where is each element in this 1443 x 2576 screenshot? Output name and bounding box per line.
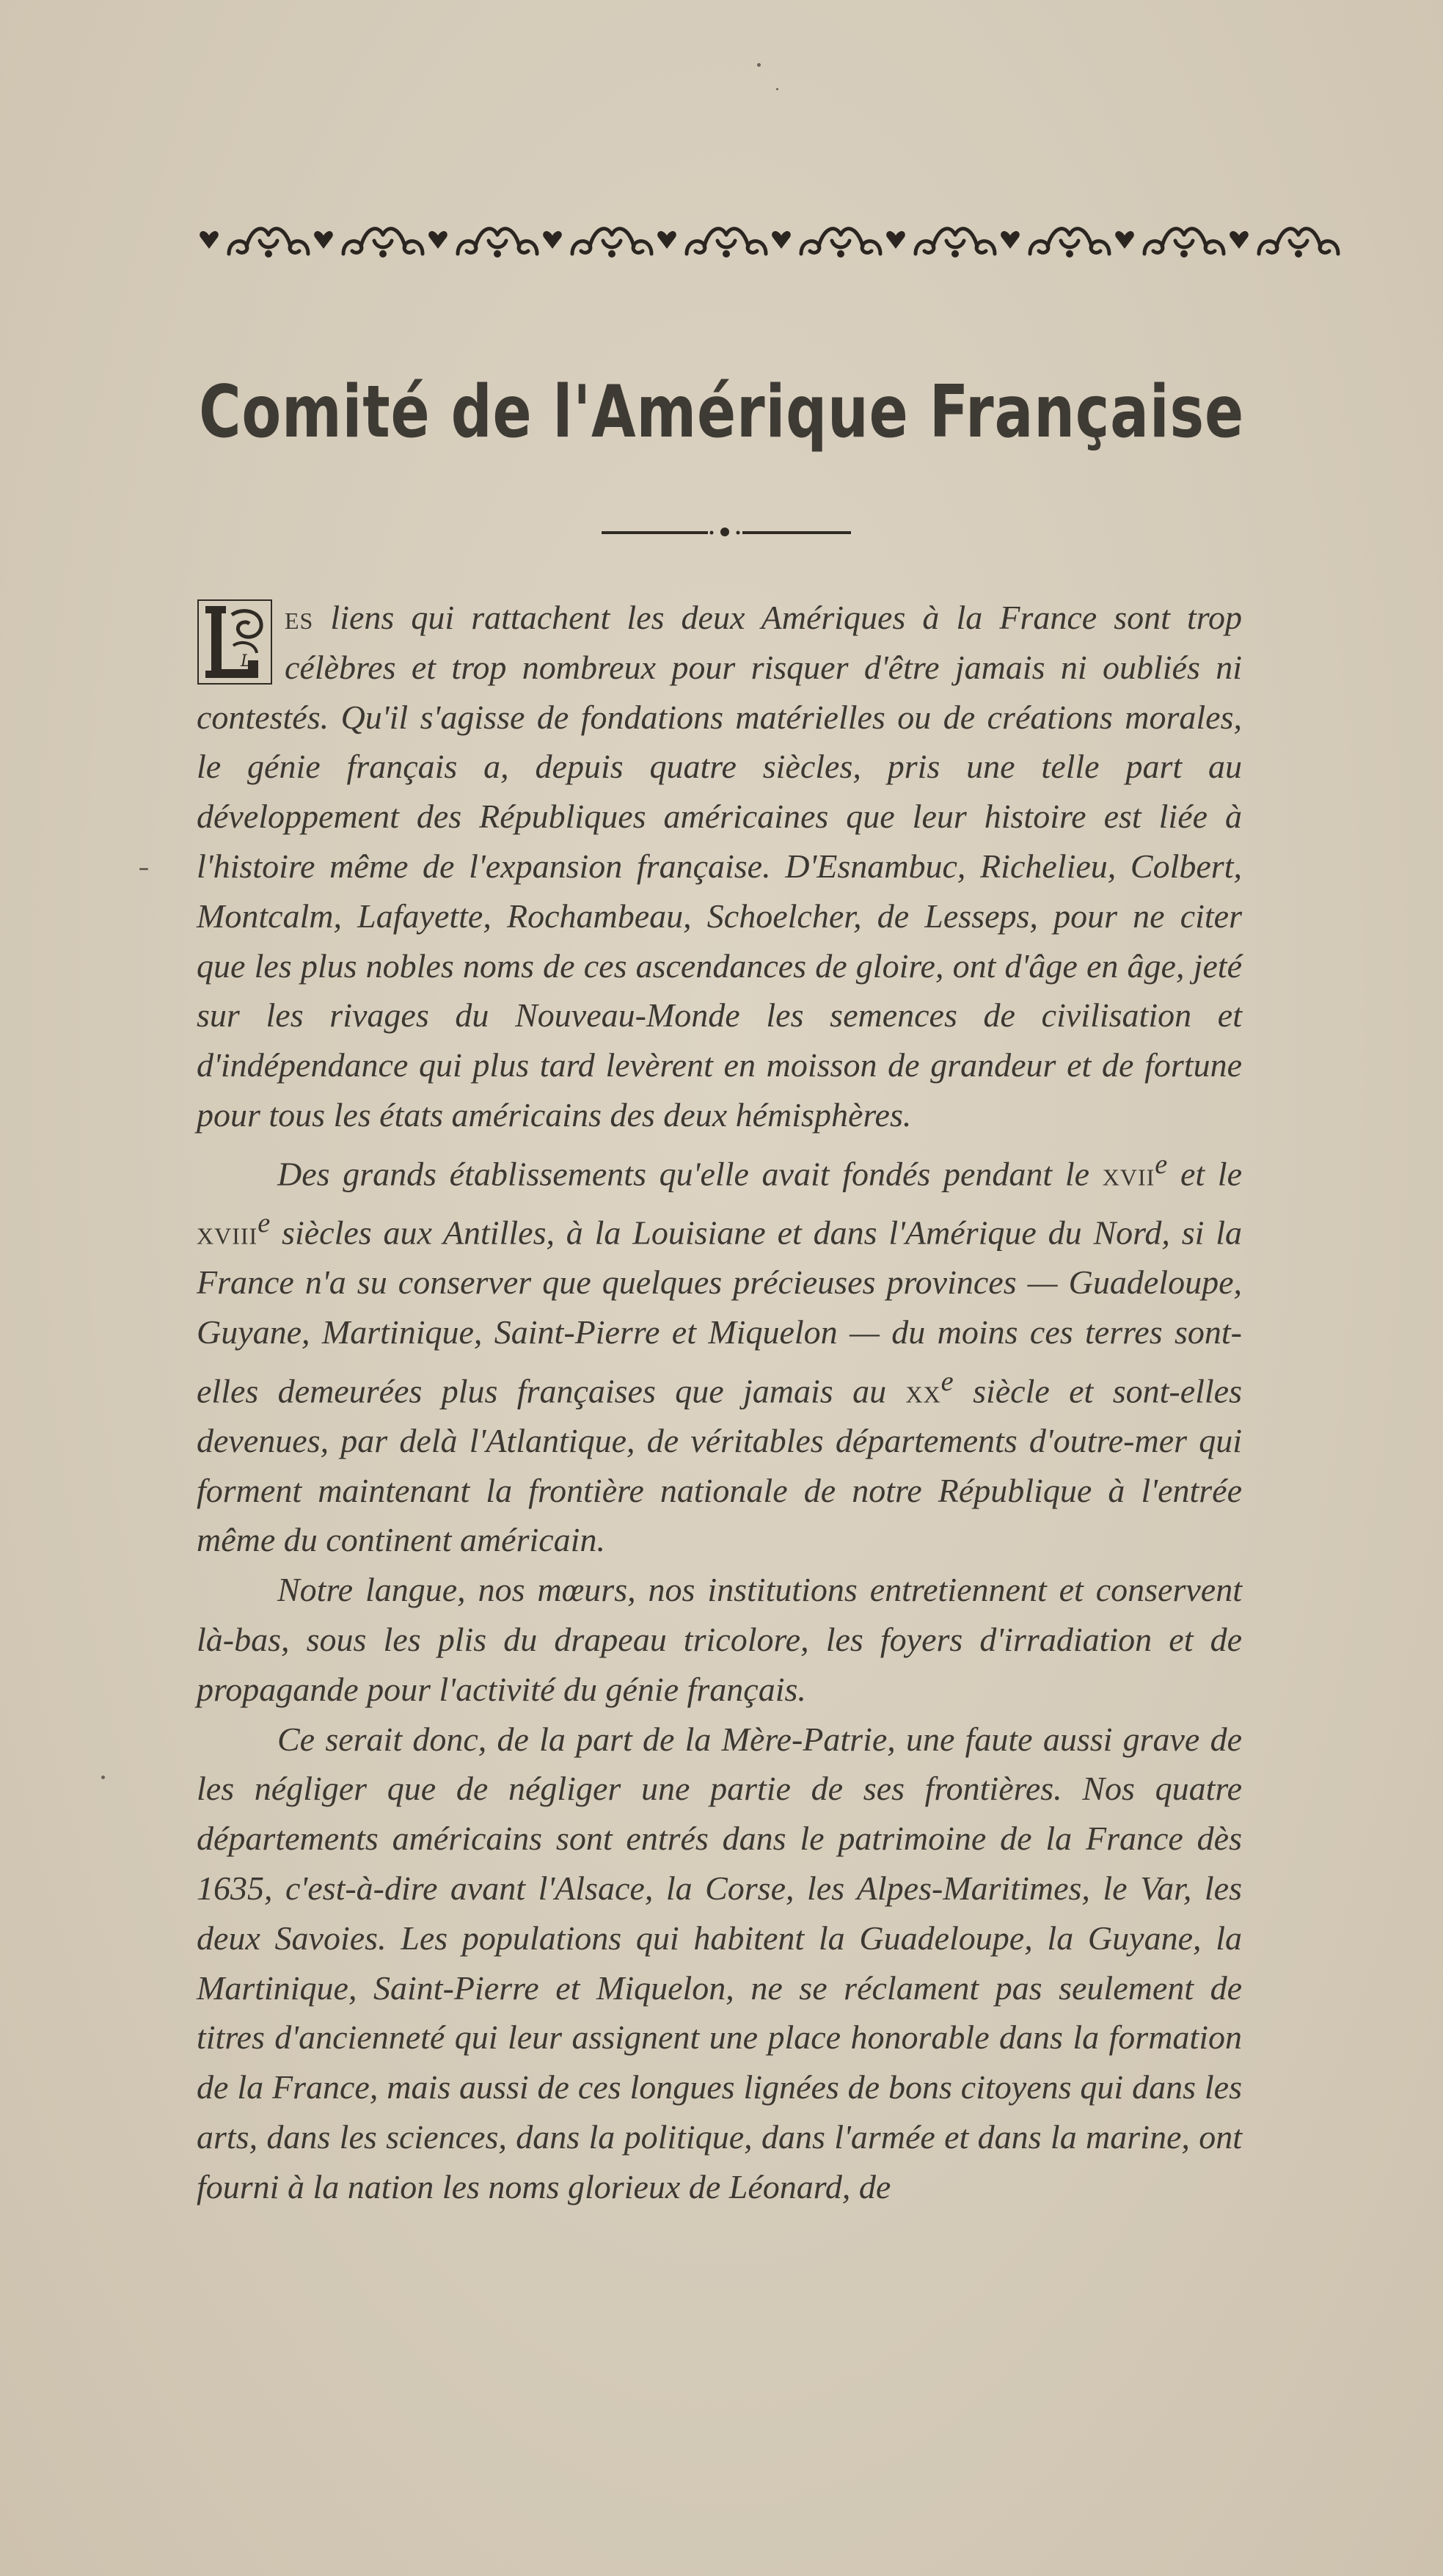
ornament-unit bbox=[1228, 219, 1342, 261]
svg-text:L: L bbox=[241, 652, 252, 671]
heart-ornament-icon bbox=[313, 229, 335, 251]
paper-speck bbox=[139, 868, 148, 870]
ornament-unit bbox=[313, 219, 427, 261]
scroll-ornament-icon bbox=[797, 219, 885, 261]
drop-cap-initial bbox=[197, 599, 273, 685]
paragraph-2: Des grands établissements qu'elle avait fondés pendant le xvii$^e$ et le xviii$^e$ siècles aux Antilles, à la Louisiane et dans l'Amérique du Nord, si la France n'a su conserver que quelques précieuses provinces — Guadeloupe, Guyane, Martinique, Saint-Pierre et Miquelon — du moins ces terres sont-elles demeurées plus françaises que jamais au $xx^e$ siècle et sont-elles devenues, par delà l'Atlantique, de véritables départements d'outre-mer qui forment maintenant la frontière nationale de notre République à l'entrée même du continent américain. bbox=[197, 1148, 1243, 1559]
ornament-unit bbox=[656, 219, 770, 261]
paper-speck bbox=[101, 1776, 105, 1779]
scroll-ornament-icon bbox=[911, 219, 999, 261]
heart-ornament-icon bbox=[198, 229, 220, 251]
paragraph-text: liens qui rattachent les deux Amériques à la France sont trop célèbres et trop nombreux pour risquer d'être jamais ni oubliés ni contestés. Qu'il s'agisse de fondations matérielles ou de créations morales, le génie français a, depuis quatre siècles, pris une telle part au développement des Républiques américaines que leur histoire est liée à l'histoire même de l'expansion française. D'Esnambuc, Richelieu, Colbert, Montcalm, Lafayette, Rochambeau, Schoelcher, de Lesseps, pour ne citer que les plus nobles noms de ces ascendances de gloire, ont d'âge en âge, jeté sur les rivages du Nouveau-Monde les semences de civilisation et d'indépendance qui plus tard levèrent en moisson de grandeur et de fortune pour tous les états américains des deux hémisphères. bbox=[197, 599, 1243, 1134]
page-title: Comité de l'Amérique Française bbox=[199, 371, 1244, 454]
scroll-ornament-icon bbox=[339, 219, 427, 261]
ornament-unit bbox=[541, 219, 656, 261]
paragraph-4: Ce serait donc, de la part de la Mère-Patrie, une faute aussi grave de les négliger que de négliger une partie de ses frontières. Nos quatre départements américains sont entrés dans le patrimoine de la France dès 1635, c'est-à-dire avant l'Alsace, la Corse, les Alpes-Maritimes, le Var, les deux Savoies. Les populations qui habitent la Guadeloupe, la Guyane, la Martinique, Saint-Pierre et Miquelon, ne se réclament pas seulement de titres d'ancienneté qui leur assignent une place honorable dans la formation de la France, mais aussi de ces longues lignées de bons citoyens qui dans les arts, dans les sciences, dans la politique, dans l'armée et dans la marine, ont fourni à la nation les noms glorieux de Léonard, de bbox=[197, 1720, 1242, 2205]
ornament-unit bbox=[999, 219, 1114, 261]
heart-ornament-icon bbox=[770, 229, 792, 251]
paper-speck bbox=[757, 63, 761, 67]
heart-ornament-icon bbox=[885, 229, 907, 251]
scroll-ornament-icon bbox=[682, 219, 770, 261]
lead-in: es bbox=[285, 599, 314, 636]
heart-ornament-icon bbox=[1114, 229, 1136, 251]
heart-ornament-icon bbox=[427, 229, 449, 251]
ornament-unit bbox=[198, 219, 313, 261]
scroll-ornament-icon bbox=[1254, 219, 1342, 261]
scroll-ornament-icon bbox=[1026, 219, 1114, 261]
heart-ornament-icon bbox=[541, 229, 563, 251]
scroll-ornament-icon bbox=[568, 219, 656, 261]
heart-ornament-icon bbox=[656, 229, 678, 251]
ornamental-border bbox=[198, 214, 1247, 266]
heart-ornament-icon bbox=[1228, 229, 1250, 251]
ornament-unit bbox=[885, 219, 999, 261]
scroll-ornament-icon bbox=[1140, 219, 1228, 261]
title-divider bbox=[602, 524, 851, 539]
ornament-unit bbox=[770, 219, 885, 261]
paragraph-3: Notre langue, nos mœurs, nos institutions entretiennent et conservent là-bas, sous les plis du drapeau tricolore, les foyers d'irradiation et de propagande pour l'activité du génie français. bbox=[197, 1571, 1242, 1708]
article-body bbox=[197, 593, 1242, 2211]
paper-speck bbox=[776, 88, 778, 90]
ornament-unit bbox=[427, 219, 541, 261]
heart-ornament-icon bbox=[999, 229, 1021, 251]
paragraph-1 bbox=[197, 593, 1242, 1140]
scroll-ornament-icon bbox=[224, 219, 313, 261]
scroll-ornament-icon bbox=[453, 219, 541, 261]
ornament-unit bbox=[1114, 219, 1228, 261]
